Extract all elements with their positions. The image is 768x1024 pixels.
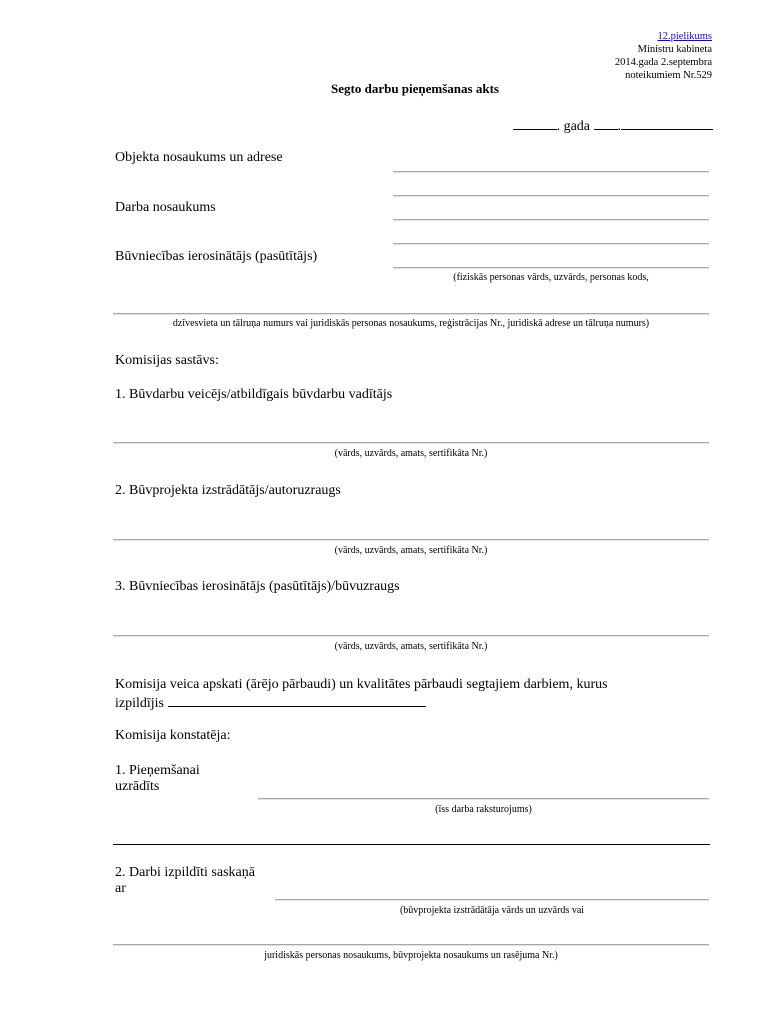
year-blank[interactable] <box>513 116 557 130</box>
work-line-1[interactable] <box>393 219 709 221</box>
performer-row <box>115 693 426 712</box>
item-1-caption: (īss darba raksturojums) <box>435 804 532 815</box>
date-line: . gada . <box>513 116 713 135</box>
item-2-label-cont: ar <box>115 881 126 896</box>
member-3-label: 3. Būvniecības ierosinātājs (pasūtītājs)/būvuzraugs <box>115 579 400 594</box>
header-line-2: Ministru kabineta <box>637 44 712 55</box>
item-1-solid-line[interactable] <box>113 844 710 845</box>
member-2-caption: (vārds, uzvārds, amats, sertifikāta Nr.) <box>334 545 488 556</box>
performer-blank[interactable] <box>168 693 426 707</box>
initiator-caption-2: dzīvesvieta un tālruņa numurs vai juridiskās personas nosaukums, reģistrācijas Nr., juridiskā adrese un tālruņa numurs) <box>172 318 650 329</box>
findings-heading: Komisija konstatēja: <box>115 728 231 743</box>
member-1-label: 1. Būvdarbu veicējs/atbildīgais būvdarbu vadītājs <box>115 387 393 402</box>
work-line-2[interactable] <box>393 243 709 245</box>
initiator-line-1[interactable] <box>393 267 709 269</box>
item-2-caption-2: juridiskās personas nosaukums, būvprojekta nosaukums un rasējuma Nr.) <box>264 950 558 961</box>
performer-label: izpildījis <box>115 696 164 711</box>
gada-label: gada <box>563 119 590 134</box>
item-2-line[interactable] <box>275 899 709 901</box>
member-3-caption: (vārds, uzvārds, amats, sertifikāta Nr.) <box>334 641 488 652</box>
item-1-line[interactable] <box>258 798 709 800</box>
inspection-text: Komisija veica apskati (ārējo pārbaudi) un kvalitātes pārbaudi segtajiem darbiem, kurus <box>115 677 608 692</box>
header-line-3: 2014.gada 2.septembra <box>614 57 712 68</box>
annex-header <box>615 30 712 82</box>
object-line-1[interactable] <box>393 171 709 173</box>
annex-link[interactable]: 12.pielikums <box>657 31 712 42</box>
member-3-line[interactable] <box>113 635 709 637</box>
member-1-line[interactable] <box>113 442 709 444</box>
item-1-label: 1. Pieņemšanai <box>115 763 200 778</box>
month-blank[interactable] <box>621 116 713 130</box>
initiator-line-2[interactable] <box>113 313 709 315</box>
item-2-line-2[interactable] <box>113 944 709 946</box>
day-blank[interactable] <box>594 116 618 130</box>
work-label: Darba nosaukums <box>115 200 216 215</box>
document-title: Segto darbu pieņemšanas akts <box>331 81 499 96</box>
item-2-label: 2. Darbi izpildīti saskaņā <box>115 865 255 880</box>
object-label: Objekta nosaukums un adrese <box>115 150 283 165</box>
object-line-2[interactable] <box>393 195 709 197</box>
initiator-caption-1: (fiziskās personas vārds, uzvārds, personas kods, <box>453 272 649 283</box>
member-2-line[interactable] <box>113 539 709 541</box>
item-2-caption-1: (būvprojekta izstrādātāja vārds un uzvārds vai <box>399 905 585 916</box>
member-2-label: 2. Būvprojekta izstrādātājs/autoruzraugs <box>115 483 341 498</box>
item-1-label-cont: uzrādīts <box>115 779 160 794</box>
commission-heading: Komisijas sastāvs: <box>115 353 219 368</box>
member-1-caption: (vārds, uzvārds, amats, sertifikāta Nr.) <box>334 448 488 459</box>
header-line-4: noteikumiem Nr.529 <box>625 70 712 81</box>
initiator-label: Būvniecības ierosinātājs (pasūtītājs) <box>115 249 318 264</box>
